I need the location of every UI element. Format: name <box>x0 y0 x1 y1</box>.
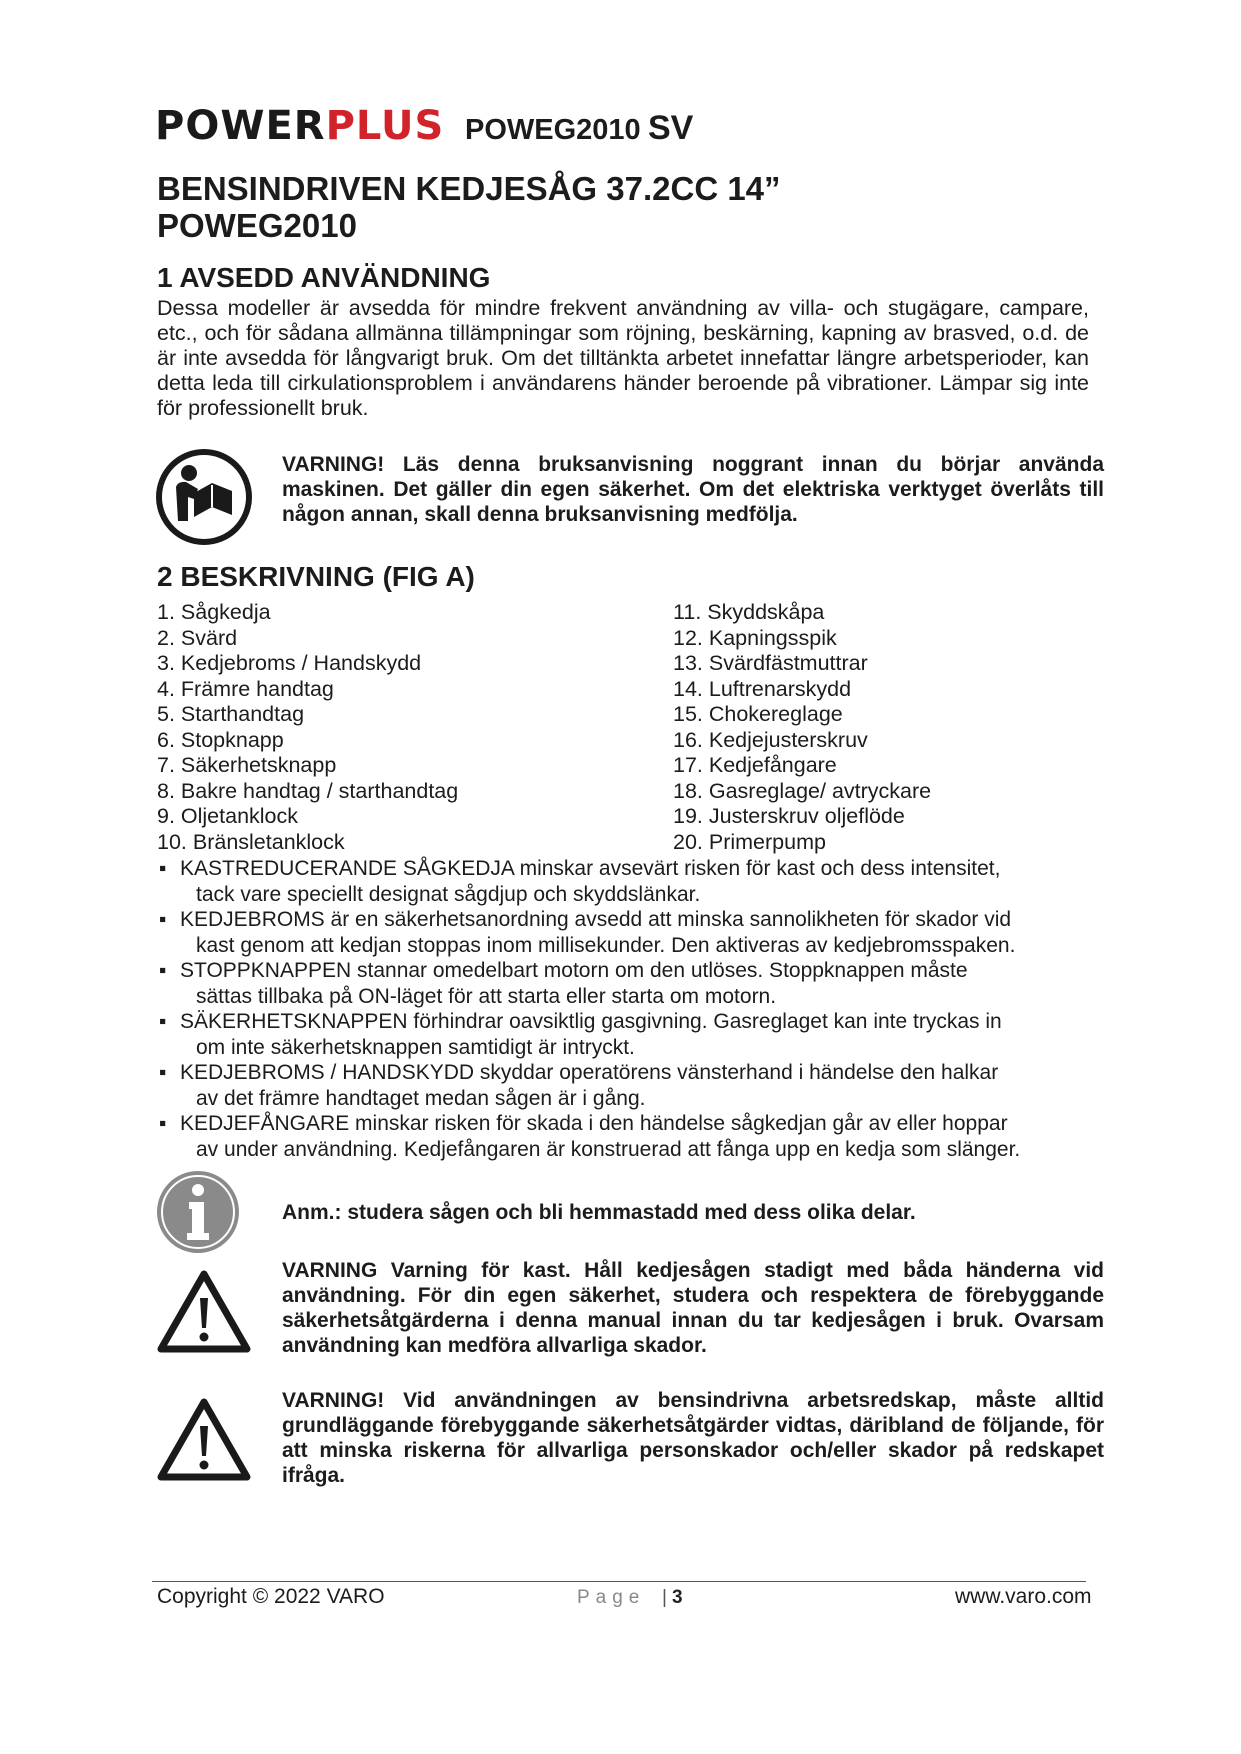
footer-page-number: 3 <box>672 1587 683 1608</box>
language-code: SV <box>648 109 694 147</box>
part-item: 10. Bränsletanklock <box>157 829 345 854</box>
part-item: 9. Oljetanklock <box>157 804 299 828</box>
kickback-warning: VARNING Varning för kast. Håll kedjesågen stadigt med båda händerna vid användning. För din egen säkerhet, studera och respektera de förebyggande säkerhetsåtgärderna i denna manual innan du tar kedjesågen i bruk. Ovarsam användning kan medföra allvarliga skador. <box>282 1259 1104 1357</box>
bullet-marker: ▪ <box>159 857 167 880</box>
feature-bullet: ▪ KASTREDUCERANDE SÅGKEDJA minskar avsevärt risken för kast och dess intensitet, tack vare speciellt designat sågdjup och skyddslänkar. <box>159 857 1001 906</box>
part-item: 1. Sågkedja <box>157 600 271 624</box>
bullet-marker: ▪ <box>159 1112 167 1135</box>
part-item: 4. Främre handtag <box>157 676 334 701</box>
part-item: 18. Gasreglage/ avtryckare <box>673 778 932 803</box>
feature-bullet: ▪ KEDJEBROMS är en säkerhetsanordning avsedd att minska sannolikheten för skador vid kast genom att kedjan stoppas inom millisekunder. Den aktiveras av kedjebromsspaken. <box>159 908 1016 957</box>
part-item: 19. Justerskruv oljeflöde <box>673 804 905 828</box>
read-manual-icon <box>154 447 254 547</box>
bullet-marker: ▪ <box>159 959 167 982</box>
part-item: 20. Primerpump <box>673 829 826 854</box>
part-item: 16. Kedjejusterskruv <box>673 727 868 752</box>
read-manual-warning: VARNING! Läs denna bruksanvisning noggrant innan du börjar använda maskinen. Det gäller din egen säkerhet. Om det elektriska verktyget överlåts till någon annan, skall denna bruksanvisning medfölja. <box>282 453 1104 526</box>
footer-website: www.varo.com <box>955 1585 1092 1608</box>
footer-copyright: Copyright © 2022 VARO <box>157 1585 385 1608</box>
warning-triangle-icon <box>156 1396 252 1482</box>
brand-logo <box>155 102 444 150</box>
part-item: 6. Stopknapp <box>157 727 284 752</box>
footer-page-label: Page <box>577 1587 646 1608</box>
feature-bullet: ▪ KEDJEFÅNGARE minskar risken för skada i den händelse sågkedjan går av eller hoppar av under användning. Kedjefångaren är konstruerad att fånga upp en kedja som slänger. <box>159 1112 1021 1161</box>
bullet-marker: ▪ <box>159 908 167 931</box>
header-model-code: POWEG2010 <box>465 114 641 146</box>
warning-triangle-icon <box>156 1268 252 1354</box>
document-title <box>157 170 781 244</box>
part-item: 2. Svärd <box>157 625 238 650</box>
part-item: 13. Svärdfästmuttrar <box>673 651 868 675</box>
section-1-heading: 1 AVSEDD ANVÄNDNING <box>157 262 491 293</box>
info-note: Anm.: studera sågen och bli hemmastadd med dess olika delar. <box>282 1201 916 1224</box>
part-item: 11. Skyddskåpa <box>673 600 825 624</box>
bullet-marker: ▪ <box>159 1010 167 1033</box>
title-line-1: BENSINDRIVEN KEDJESÅG 37.2CC 14” <box>157 170 781 207</box>
part-item: 15. Chokereglage <box>673 702 843 726</box>
part-item: 14. Luftrenarskydd <box>673 676 852 701</box>
feature-bullet: ▪ STOPPKNAPPEN stannar omedelbart motorn om den utlöses. Stoppknappen måste sättas tillbaka på ON-läget för att starta eller starta om motorn. <box>159 959 968 1008</box>
parts-list <box>157 600 1117 858</box>
bullet-marker: ▪ <box>159 1061 167 1084</box>
part-item: 5. Starthandtag <box>157 702 305 726</box>
general-safety-warning: VARNING! Vid användningen av bensindrivna arbetsredskap, måste alltid grundläggande förebyggande säkerhetsåtgärder vidtas, däribland de följande, för att minska riskerna för allvarliga personskador och/eller skador på redskapet ifråga. <box>282 1389 1104 1487</box>
logo-plus: PLUS <box>325 103 445 149</box>
feature-bullet: ▪ KEDJEBROMS / HANDSKYDD skyddar operatörens vänsterhand i händelse den halkar av det främre handtaget medan sågen är i gång. <box>159 1061 999 1110</box>
logo-power: POWER <box>155 103 326 149</box>
info-icon <box>155 1169 241 1255</box>
title-line-2: POWEG2010 <box>157 207 357 244</box>
part-item: 17. Kedjefångare <box>673 753 837 777</box>
footer-divider <box>152 1581 1086 1582</box>
part-item: 8. Bakre handtag / starthandtag <box>157 778 459 803</box>
part-item: 3. Kedjebroms / Handskydd <box>157 651 422 675</box>
part-item: 12. Kapningsspik <box>673 625 837 650</box>
feature-bullet: ▪ SÄKERHETSKNAPPEN förhindrar oavsiktlig gasgivning. Gasreglaget kan inte tryckas in om inte säkerhetsknappen samtidigt är intryckt. <box>159 1010 1002 1059</box>
footer-page-separator: | <box>662 1587 667 1608</box>
intended-use-paragraph: Dessa modeller är avsedda för mindre frekvent användning av villa- och stugägare, campare, etc., och för sådana allmänna tillämpningar som röjning, beskärning, kapning av brasved, o.d. de är inte avsedda för långvarigt bruk. Om det tilltänkta arbetet innefattar längre arbetsperioder, kan detta leda till cirkulationsproblem i användarens händer beroende på vibrationer. Lämpar sig inte för professionellt bruk. <box>157 296 1089 420</box>
section-2-heading: 2 BESKRIVNING (FIG A) <box>157 561 475 592</box>
part-item: 7. Säkerhetsknapp <box>157 753 337 777</box>
feature-bullet-list <box>157 856 1117 1162</box>
